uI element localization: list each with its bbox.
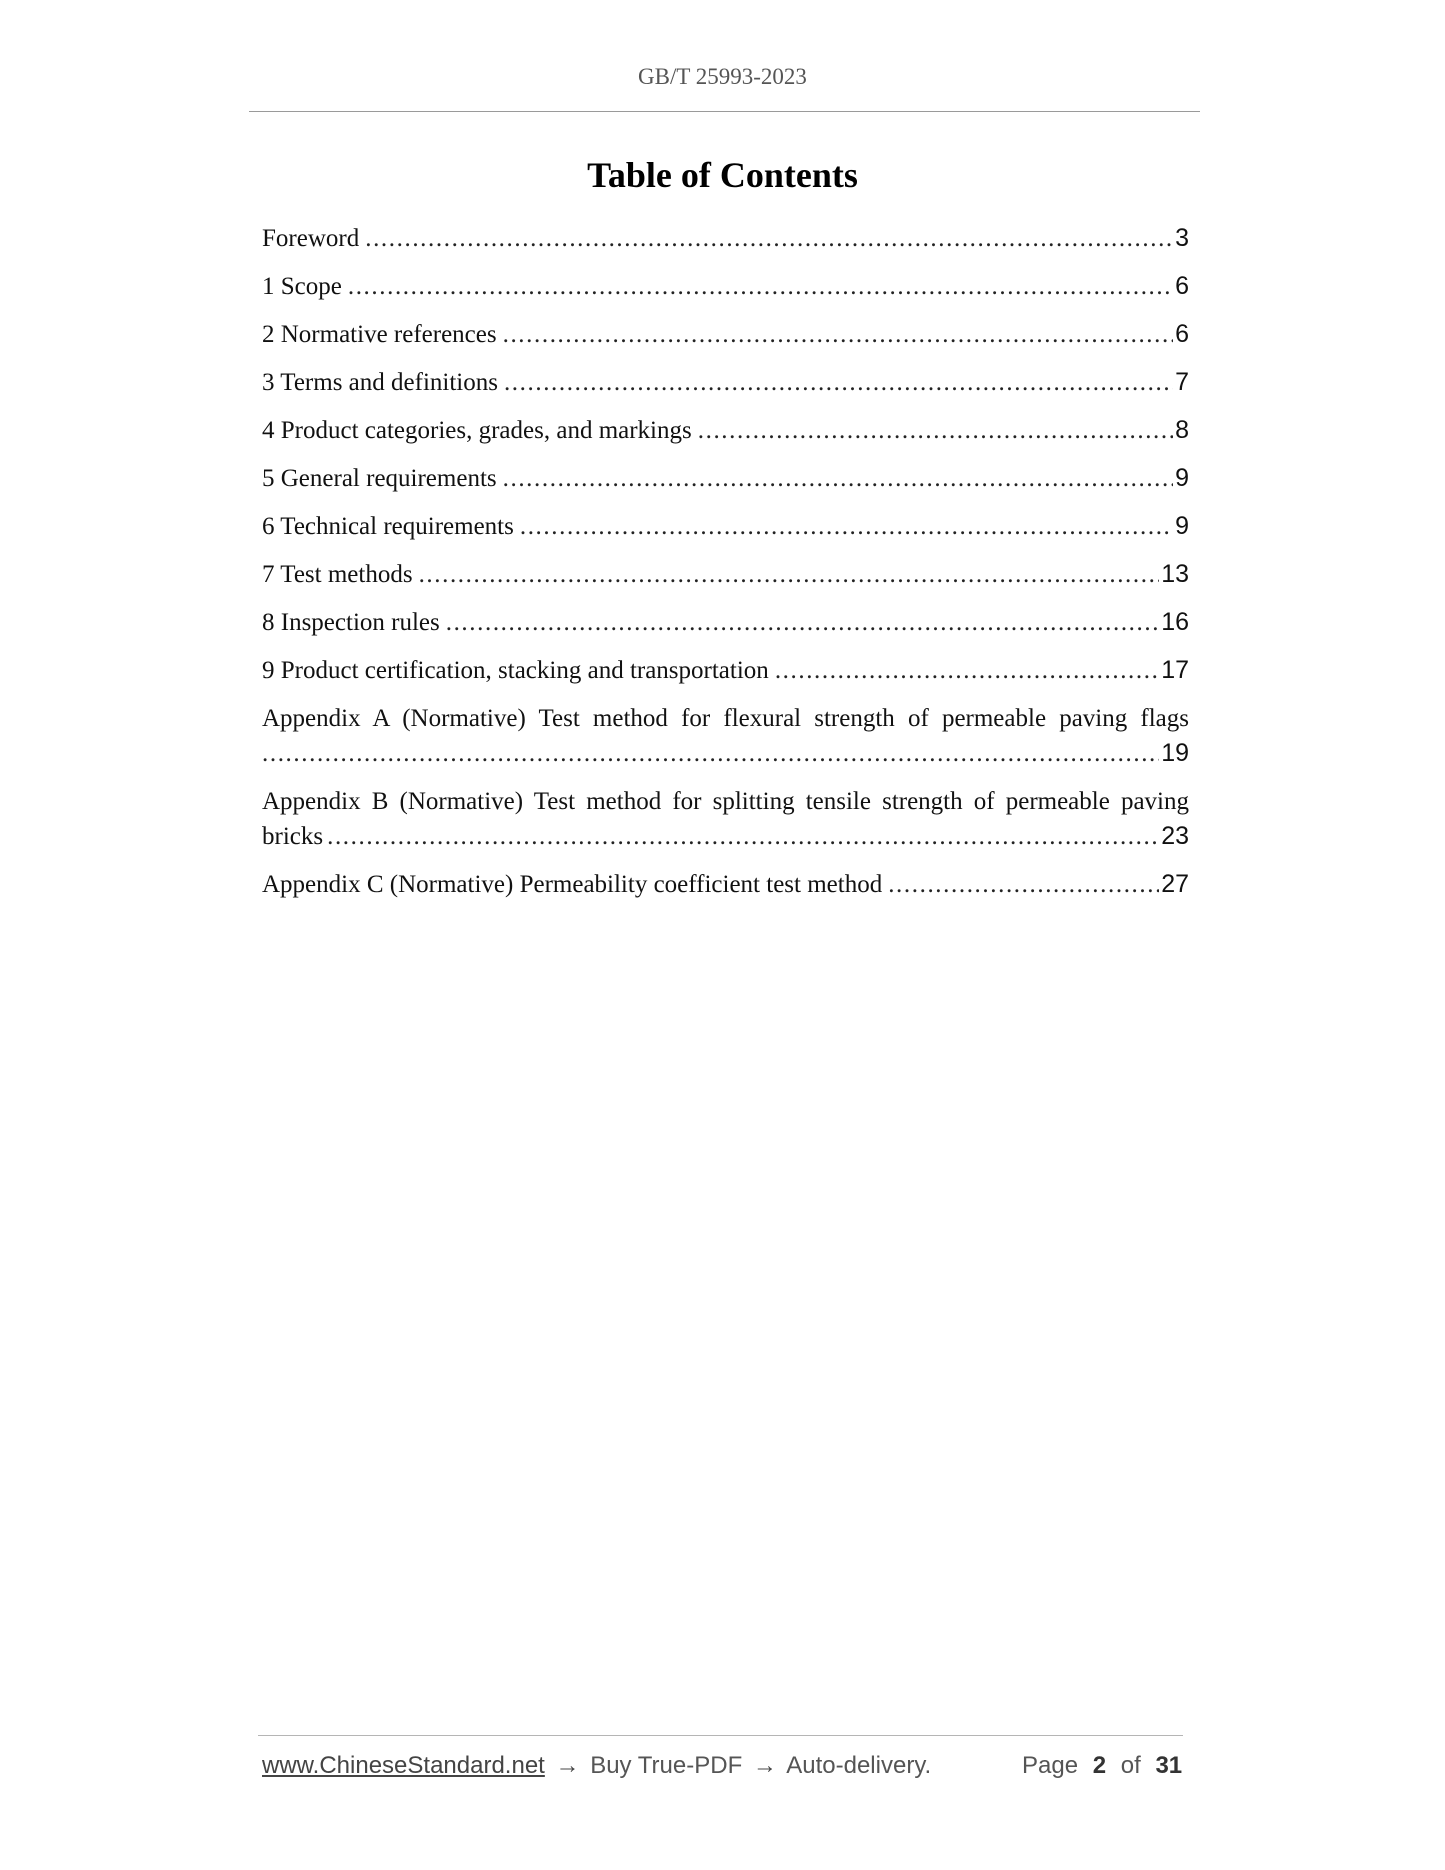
toc-entry-test-methods[interactable] xyxy=(262,557,1189,592)
toc-dot-leader xyxy=(775,653,1159,688)
toc-entry-page: 9 xyxy=(1175,512,1189,540)
current-page-number: 2 xyxy=(1092,1752,1107,1779)
toc-entry-label: 5 General requirements xyxy=(262,465,497,492)
toc-entry-terms-definitions[interactable] xyxy=(262,365,1189,400)
toc-entry-appendix-c[interactable] xyxy=(262,867,1189,902)
header-divider xyxy=(249,111,1200,112)
toc-dot-leader xyxy=(504,365,1173,400)
toc-dot-leader xyxy=(520,509,1173,544)
toc-entry-page: 8 xyxy=(1175,416,1189,444)
toc-entry-page: 16 xyxy=(1161,608,1189,636)
toc-entry-page: 19 xyxy=(1161,739,1189,767)
toc-dot-leader xyxy=(327,819,1159,854)
page-title: Table of Contents xyxy=(587,155,858,195)
toc-dot-leader xyxy=(348,269,1173,304)
toc-entry-continuation xyxy=(262,819,1189,854)
toc-entry-label: 1 Scope xyxy=(262,273,342,300)
toc-dot-leader xyxy=(888,867,1159,902)
toc-entry-page: 23 xyxy=(1161,822,1189,850)
toc-entry-page: 17 xyxy=(1161,656,1189,684)
toc-entry-inspection-rules[interactable] xyxy=(262,605,1189,640)
toc-entry-label: 4 Product categories, grades, and markings xyxy=(262,417,692,444)
toc-entry-page: 7 xyxy=(1175,368,1189,396)
toc-entry-label: 7 Test methods xyxy=(262,561,413,588)
toc-entry-label: 8 Inspection rules xyxy=(262,609,440,636)
page-word: Page xyxy=(1022,1752,1079,1779)
document-code-header: GB/T 25993-2023 xyxy=(638,64,807,89)
toc-entry-foreword[interactable] xyxy=(262,221,1189,256)
buy-true-pdf-text: Buy True-PDF xyxy=(590,1752,743,1779)
toc-entry-appendix-b[interactable] xyxy=(262,784,1189,854)
toc-entry-scope[interactable] xyxy=(262,269,1189,304)
of-word: of xyxy=(1120,1752,1141,1779)
toc-entry-page: 13 xyxy=(1161,560,1189,588)
toc-entry-label-continued: bricks xyxy=(262,823,324,850)
site-link[interactable]: www.ChineseStandard.net xyxy=(262,1752,545,1779)
total-pages-number: 31 xyxy=(1155,1752,1183,1779)
toc-entry-label: Foreword xyxy=(262,225,360,252)
toc-entry-appendix-a[interactable] xyxy=(262,701,1189,771)
page-number-indicator xyxy=(1022,1752,1190,1780)
toc-entry-page: 27 xyxy=(1161,870,1189,898)
toc-entry-label: Appendix C (Normative) Permeability coefficient test method xyxy=(262,871,883,898)
toc-entry-general-requirements[interactable] xyxy=(262,461,1189,496)
toc-entry-continuation xyxy=(262,736,1189,771)
toc-entry-product-categories[interactable] xyxy=(262,413,1189,448)
toc-dot-leader xyxy=(365,221,1173,256)
table-of-contents xyxy=(262,221,1189,915)
toc-entry-normative-references[interactable] xyxy=(262,317,1189,352)
toc-dot-leader xyxy=(419,557,1160,592)
toc-entry-label: 9 Product certification, stacking and transportation xyxy=(262,657,769,684)
toc-entry-page: 9 xyxy=(1175,464,1189,492)
toc-entry-page: 6 xyxy=(1175,272,1189,300)
toc-dot-leader xyxy=(698,413,1173,448)
toc-entry-label: 3 Terms and definitions xyxy=(262,369,498,396)
page-footer xyxy=(262,1752,1182,1780)
toc-dot-leader xyxy=(503,461,1173,496)
arrow-right-icon: → xyxy=(752,1752,777,1779)
toc-entry-page: 6 xyxy=(1175,320,1189,348)
arrow-right-icon: → xyxy=(555,1752,580,1779)
toc-entry-page: 3 xyxy=(1175,224,1189,252)
toc-entry-technical-requirements[interactable] xyxy=(262,509,1189,544)
footer-divider xyxy=(258,1735,1183,1736)
toc-dot-leader xyxy=(446,605,1159,640)
auto-delivery-text: Auto-delivery. xyxy=(786,1752,932,1779)
toc-dot-leader xyxy=(262,736,1159,771)
toc-entry-label: 2 Normative references xyxy=(262,321,497,348)
toc-entry-label: Appendix B (Normative) Test method for splitting tensile strength of permeable paving xyxy=(262,788,1189,815)
toc-entry-product-certification[interactable] xyxy=(262,653,1189,688)
toc-dot-leader xyxy=(503,317,1173,352)
toc-entry-label: Appendix A (Normative) Test method for flexural strength of permeable paving flags xyxy=(262,705,1189,732)
toc-entry-label: 6 Technical requirements xyxy=(262,513,514,540)
